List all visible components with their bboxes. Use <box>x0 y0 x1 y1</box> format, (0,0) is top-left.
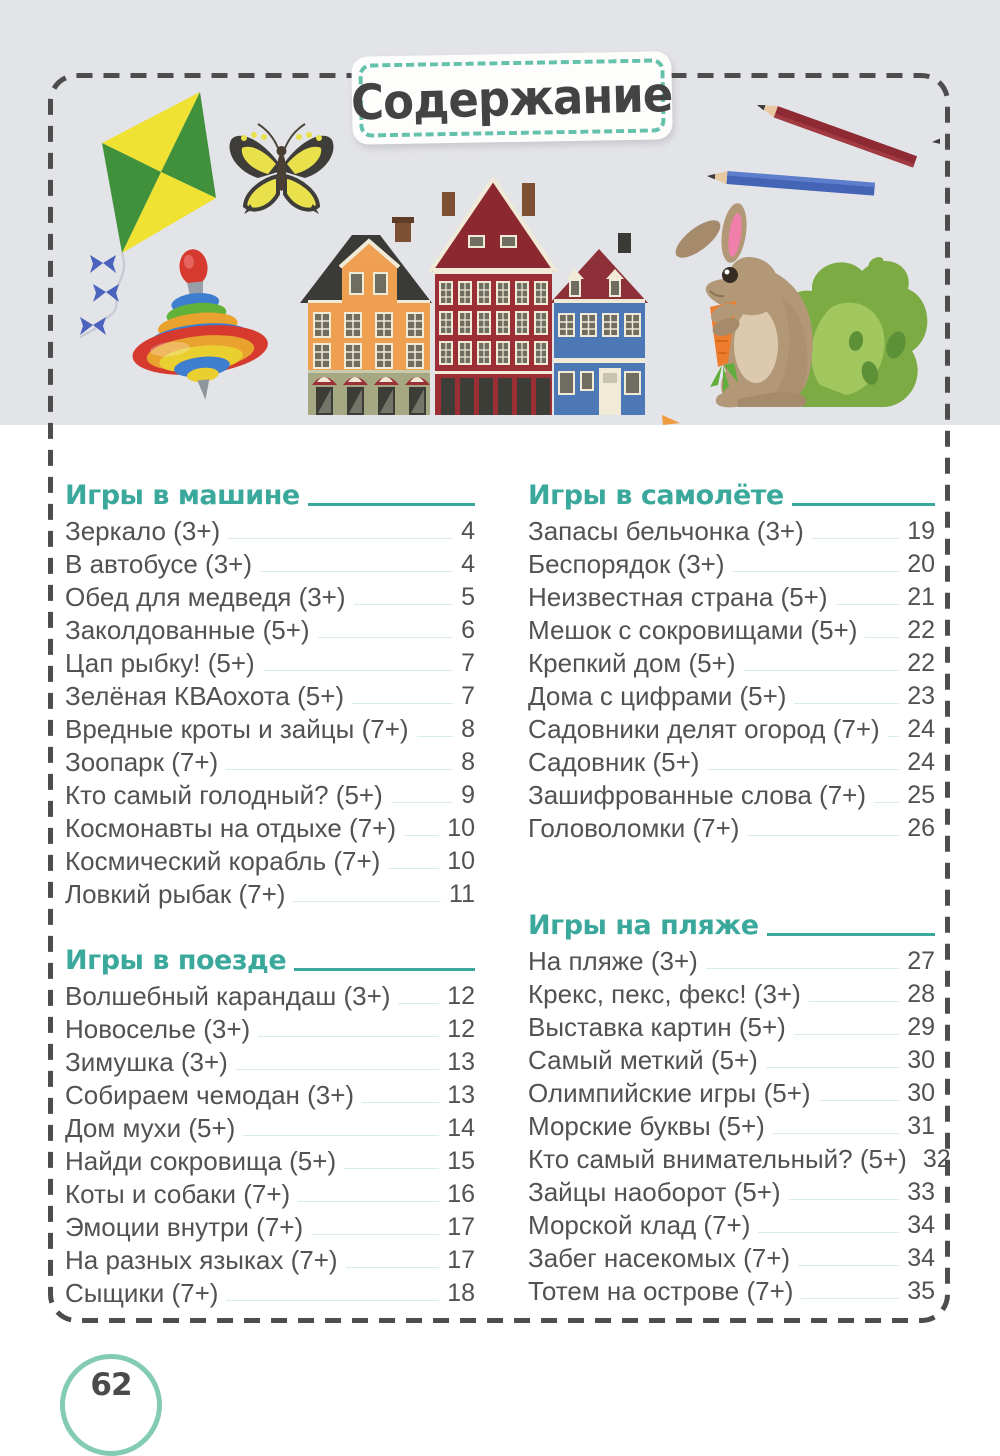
entry-label: На разных языках (7+) <box>65 1245 338 1275</box>
entry-page-number: 34 <box>907 1244 935 1272</box>
section-underline <box>792 503 935 506</box>
toc-column-left <box>65 470 475 1308</box>
entry-leader-line <box>260 571 453 572</box>
entry-leader-line <box>766 1067 899 1068</box>
entry-label: Запасы бельчонка (3+) <box>528 516 804 546</box>
entry-label: Собираем чемодан (3+) <box>65 1080 355 1110</box>
entry-label: Космонавты на отдыхе (7+) <box>65 813 397 843</box>
rabbit-icon <box>660 195 945 430</box>
entry-label: Заколдованные (5+) <box>65 615 310 645</box>
entry-page-number: 4 <box>461 517 475 545</box>
entry-page-number: 21 <box>907 583 935 611</box>
entry-page-number: 31 <box>907 1112 935 1140</box>
entry-page-number: 13 <box>447 1048 475 1076</box>
entry-page-number: 20 <box>907 550 935 578</box>
entry-page-number: 11 <box>449 880 475 908</box>
entry-label: Садовник (5+) <box>528 747 700 777</box>
entry-page-number: 24 <box>907 748 935 776</box>
toc-entry <box>65 1077 475 1110</box>
entry-leader-line <box>226 1300 439 1301</box>
toc-entry <box>65 843 475 876</box>
entry-page-number: 29 <box>907 1013 935 1041</box>
entry-label: Кто самый голодный? (5+) <box>65 780 383 810</box>
entry-leader-line <box>388 868 439 869</box>
pencils-icon <box>690 95 940 200</box>
entry-leader-line <box>794 703 899 704</box>
entry-leader-line <box>747 835 899 836</box>
toc-entry <box>528 546 935 579</box>
entry-leader-line <box>352 703 453 704</box>
entry-page-number: 23 <box>907 682 935 710</box>
toc-entry <box>65 777 475 810</box>
toc-column-right <box>528 470 951 1306</box>
entry-page-number: 19 <box>907 517 935 545</box>
toc-entry <box>528 678 935 711</box>
toc-section <box>65 470 475 909</box>
entry-label: Мешок с сокровищами (5+) <box>528 615 858 645</box>
page-number: 62 <box>90 1367 132 1403</box>
entry-leader-line <box>836 604 900 605</box>
section-underline <box>308 503 475 506</box>
toc-entry <box>528 744 935 777</box>
entry-label: Дома с цифрами (5+) <box>528 681 787 711</box>
toc-entry <box>528 1273 935 1306</box>
entry-label: Неизвестная страна (5+) <box>528 582 828 612</box>
toc-entry <box>528 976 935 1009</box>
entry-label: Космический корабль (7+) <box>65 846 381 876</box>
toc-entry <box>528 645 935 678</box>
entry-label: На пляже (3+) <box>528 946 698 976</box>
toc-section <box>528 470 935 843</box>
toc-section <box>65 935 475 1308</box>
entry-leader-line <box>798 1265 899 1266</box>
entry-page-number: 12 <box>447 982 475 1010</box>
entry-page-number: 16 <box>447 1180 475 1208</box>
entry-page-number: 24 <box>907 715 935 743</box>
entry-label: Тотем на острове (7+) <box>528 1276 794 1306</box>
entry-page-number: 8 <box>461 715 475 743</box>
entry-label: Зимушка (3+) <box>65 1047 228 1077</box>
entry-page-number: 22 <box>907 616 935 644</box>
spinning-top-icon <box>130 248 275 408</box>
entry-label: Ловкий рыбак (7+) <box>65 879 286 909</box>
entry-page-number: 33 <box>907 1178 935 1206</box>
toc-section <box>528 900 951 1306</box>
section-title: Игры на пляже <box>528 910 759 941</box>
entry-label: Морские буквы (5+) <box>528 1111 765 1141</box>
entry-leader-line <box>865 637 899 638</box>
entry-label: Сыщики (7+) <box>65 1278 219 1308</box>
toc-entry <box>528 1207 935 1240</box>
entry-page-number: 7 <box>461 649 475 677</box>
entry-page-number: 25 <box>907 781 935 809</box>
contents-title-box <box>351 51 672 145</box>
toc-entry <box>65 876 475 909</box>
entry-leader-line <box>344 1168 439 1169</box>
toc-entry <box>65 744 475 777</box>
entry-leader-line <box>733 571 900 572</box>
entry-page-number: 30 <box>907 1046 935 1074</box>
toc-entry <box>528 711 935 744</box>
entry-leader-line <box>391 802 453 803</box>
page-number-badge <box>60 1354 162 1456</box>
entry-page-number: 28 <box>907 980 935 1008</box>
entry-label: Крекс, пекс, фекс! (3+) <box>528 979 801 1009</box>
toc-entry <box>65 1110 475 1143</box>
entry-page-number: 4 <box>461 550 475 578</box>
section-header <box>65 470 475 512</box>
toc-entry <box>528 1240 935 1273</box>
entry-label: Зоопарк (7+) <box>65 747 219 777</box>
toc-entry <box>528 777 935 810</box>
entry-label: Зелёная КВАохота (5+) <box>65 681 345 711</box>
toc-entry <box>65 579 475 612</box>
entry-leader-line <box>888 736 900 737</box>
entry-label: Выставка картин (5+) <box>528 1012 786 1042</box>
entry-page-number: 17 <box>447 1213 475 1241</box>
entry-leader-line <box>417 736 454 737</box>
entry-page-number: 10 <box>447 847 475 875</box>
entry-page-number: 34 <box>907 1211 935 1239</box>
section-underline <box>294 968 475 971</box>
toc-entry <box>65 645 475 678</box>
entry-label: Обед для медведя (3+) <box>65 582 346 612</box>
entry-page-number: 15 <box>447 1147 475 1175</box>
entry-label: Головоломки (7+) <box>528 813 740 843</box>
entry-leader-line <box>758 1232 899 1233</box>
section-header <box>528 470 935 512</box>
entry-label: Найди сокровища (5+) <box>65 1146 337 1176</box>
entry-leader-line <box>311 1234 439 1235</box>
entry-leader-line <box>743 670 899 671</box>
entry-leader-line <box>362 1102 439 1103</box>
toc-entry <box>65 1209 475 1242</box>
entry-page-number: 8 <box>461 748 475 776</box>
toc-entry <box>528 579 935 612</box>
toc-entry <box>65 513 475 546</box>
toc-entry <box>528 1009 935 1042</box>
entry-label: Эмоции внутри (7+) <box>65 1212 304 1242</box>
entry-page-number: 26 <box>907 814 935 842</box>
entry-leader-line <box>773 1133 899 1134</box>
entry-leader-line <box>809 1001 899 1002</box>
entry-label: Новоселье (3+) <box>65 1014 251 1044</box>
entry-label: Вредные кроты и зайцы (7+) <box>65 714 409 744</box>
entry-leader-line <box>258 1036 439 1037</box>
entry-leader-line <box>398 1003 439 1004</box>
toc-entry <box>65 810 475 843</box>
entry-label: Кто самый внимательный? (5+) <box>528 1144 907 1174</box>
toc-entry <box>528 1108 935 1141</box>
entry-page-number: 17 <box>447 1246 475 1274</box>
toc-entry <box>65 612 475 645</box>
entry-label: Беспорядок (3+) <box>528 549 725 579</box>
entry-page-number: 35 <box>907 1277 935 1305</box>
entry-leader-line <box>263 670 453 671</box>
entry-leader-line <box>707 769 899 770</box>
entry-page-number: 9 <box>461 781 475 809</box>
entry-label: Морской клад (7+) <box>528 1210 751 1240</box>
entry-leader-line <box>243 1135 439 1136</box>
houses-icon <box>300 175 685 425</box>
page-title: Содержание <box>350 65 674 131</box>
entry-label: В автобусе (3+) <box>65 549 253 579</box>
toc-entry <box>65 546 475 579</box>
section-underline <box>767 933 935 936</box>
toc-entry <box>528 810 935 843</box>
entry-leader-line <box>794 1034 899 1035</box>
entry-page-number: 7 <box>461 682 475 710</box>
toc-entry <box>528 1042 935 1075</box>
entry-page-number: 32 <box>922 1145 951 1173</box>
entry-leader-line <box>801 1298 899 1299</box>
entry-leader-line <box>354 604 454 605</box>
toc-entry <box>65 711 475 744</box>
entry-label: Забег насекомых (7+) <box>528 1243 791 1273</box>
entry-page-number: 18 <box>447 1279 475 1307</box>
entry-page-number: 6 <box>461 616 475 644</box>
entry-label: Олимпийские игры (5+) <box>528 1078 811 1108</box>
section-title: Игры в машине <box>65 480 300 511</box>
entry-label: Самый меткий (5+) <box>528 1045 758 1075</box>
entry-page-number: 12 <box>447 1015 475 1043</box>
toc-entry <box>65 1176 475 1209</box>
entry-label: Зеркало (3+) <box>65 516 221 546</box>
entry-label: Коты и собаки (7+) <box>65 1179 291 1209</box>
entry-leader-line <box>228 538 453 539</box>
toc-entry <box>65 1143 475 1176</box>
toc-entry <box>528 1141 951 1174</box>
entry-label: Зашифрованные слова (7+) <box>528 780 867 810</box>
toc-entry <box>65 678 475 711</box>
toc-entry <box>528 943 935 976</box>
toc-entry <box>528 612 935 645</box>
entry-page-number: 22 <box>907 649 935 677</box>
section-header <box>65 935 475 977</box>
entry-page-number: 13 <box>447 1081 475 1109</box>
entry-leader-line <box>874 802 899 803</box>
entry-leader-line <box>789 1199 900 1200</box>
entry-leader-line <box>812 538 899 539</box>
entry-label: Дом мухи (5+) <box>65 1113 236 1143</box>
entry-page-number: 5 <box>461 583 475 611</box>
entry-leader-line <box>404 835 439 836</box>
entry-leader-line <box>236 1069 439 1070</box>
entry-label: Волшебный карандаш (3+) <box>65 981 391 1011</box>
toc-entry <box>65 1275 475 1308</box>
toc-entry <box>528 1075 935 1108</box>
entry-leader-line <box>298 1201 439 1202</box>
entry-page-number: 10 <box>447 814 475 842</box>
entry-page-number: 14 <box>447 1114 475 1142</box>
entry-page-number: 27 <box>907 947 935 975</box>
entry-leader-line <box>706 968 899 969</box>
toc-entry <box>528 1174 935 1207</box>
entry-page-number: 30 <box>907 1079 935 1107</box>
entry-label: Зайцы наоборот (5+) <box>528 1177 781 1207</box>
entry-leader-line <box>318 637 454 638</box>
entry-leader-line <box>819 1100 900 1101</box>
section-title: Игры в самолёте <box>528 480 784 511</box>
section-header <box>528 900 935 942</box>
toc-entry <box>65 1011 475 1044</box>
section-title: Игры в поезде <box>65 945 287 976</box>
entry-leader-line <box>346 1267 440 1268</box>
entry-leader-line <box>293 901 441 902</box>
entry-label: Цап рыбку! (5+) <box>65 648 255 678</box>
entry-label: Садовники делят огород (7+) <box>528 714 880 744</box>
toc-entry <box>65 978 475 1011</box>
toc-entry <box>528 513 935 546</box>
entry-label: Крепкий дом (5+) <box>528 648 736 678</box>
toc-entry <box>65 1044 475 1077</box>
entry-leader-line <box>226 769 453 770</box>
toc-entry <box>65 1242 475 1275</box>
